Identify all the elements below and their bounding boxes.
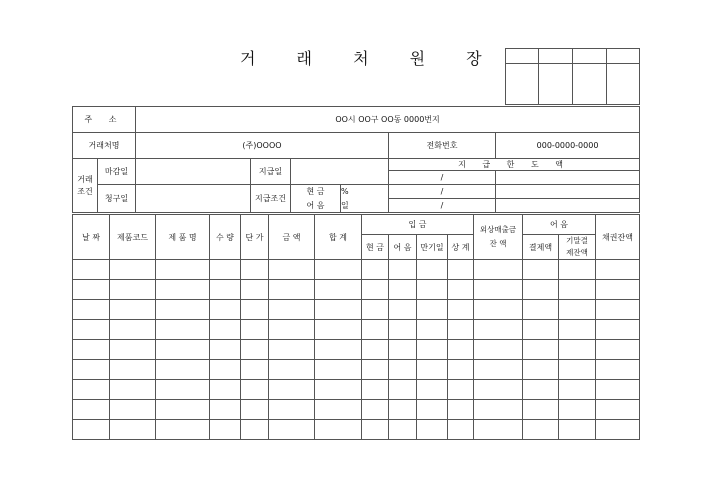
ledger-cell[interactable] <box>156 400 210 420</box>
offset-header: 상 계 <box>448 235 474 260</box>
approval-cell[interactable] <box>573 64 607 105</box>
receipt-header: 입 금 <box>362 215 474 235</box>
ledger-cell[interactable] <box>362 400 389 420</box>
ledger-cell[interactable] <box>417 340 448 360</box>
ledger-cell[interactable] <box>73 360 110 380</box>
ledger-cell[interactable] <box>559 400 596 420</box>
approval-cell[interactable] <box>506 49 539 64</box>
phone-label: 전화번호 <box>389 133 496 159</box>
receipt-bill-header: 어 음 <box>389 235 417 260</box>
limit-value[interactable] <box>496 199 640 213</box>
cash-label: 현 금 <box>291 185 341 199</box>
ledger-cell[interactable] <box>315 320 362 340</box>
due-date-header: 만기일 <box>417 235 448 260</box>
ledger-cell[interactable] <box>596 360 640 380</box>
ledger-cell[interactable] <box>474 360 523 380</box>
ledger-cell[interactable] <box>559 320 596 340</box>
ledger-cell[interactable] <box>596 420 640 440</box>
ledger-table <box>72 214 640 440</box>
ledger-cell[interactable] <box>362 420 389 440</box>
ledger-cell[interactable] <box>73 260 110 280</box>
closing-date-label: 마감일 <box>98 159 136 185</box>
ledger-cell[interactable] <box>73 400 110 420</box>
ledger-cell[interactable] <box>559 300 596 320</box>
approval-cell[interactable] <box>539 49 573 64</box>
ledger-cell[interactable] <box>523 380 559 400</box>
ledger-cell[interactable] <box>362 360 389 380</box>
ledger-cell[interactable] <box>523 320 559 340</box>
ledger-cell[interactable] <box>241 300 269 320</box>
table-row <box>73 340 640 360</box>
ledger-cell[interactable] <box>110 340 156 360</box>
client-info-table <box>72 106 640 213</box>
ledger-cell[interactable] <box>559 380 596 400</box>
ledger-cell[interactable] <box>210 260 241 280</box>
ledger-cell[interactable] <box>596 300 640 320</box>
ledger-cell[interactable] <box>241 260 269 280</box>
address-label: 주 소 <box>73 107 136 133</box>
ledger-cell[interactable] <box>523 280 559 300</box>
ledger-cell[interactable] <box>110 280 156 300</box>
ledger-cell[interactable] <box>523 260 559 280</box>
table-row <box>73 380 640 400</box>
ledger-cell[interactable] <box>110 360 156 380</box>
ledger-cell[interactable] <box>241 420 269 440</box>
ledger-cell[interactable] <box>156 280 210 300</box>
ledger-cell[interactable] <box>269 260 315 280</box>
ledger-cell[interactable] <box>596 340 640 360</box>
ledger-cell[interactable] <box>389 320 417 340</box>
ledger-cell[interactable] <box>523 300 559 320</box>
ledger-cell[interactable] <box>156 420 210 440</box>
table-row <box>73 360 640 380</box>
ledger-cell[interactable] <box>417 280 448 300</box>
limit-value[interactable] <box>496 185 640 199</box>
table-row <box>73 280 640 300</box>
ledger-cell[interactable] <box>362 260 389 280</box>
ledger-cell[interactable] <box>474 340 523 360</box>
approval-cell[interactable] <box>607 64 640 105</box>
ledger-cell[interactable] <box>241 400 269 420</box>
ledger-cell[interactable] <box>596 380 640 400</box>
ledger-cell[interactable] <box>156 340 210 360</box>
date-header: 날 짜 <box>73 215 110 260</box>
ledger-cell[interactable] <box>448 360 474 380</box>
ledger-cell[interactable] <box>315 380 362 400</box>
quantity-header: 수 량 <box>210 215 241 260</box>
ledger-cell[interactable] <box>389 340 417 360</box>
ledger-cell[interactable] <box>156 300 210 320</box>
approval-stamp-box <box>505 48 640 105</box>
ledger-cell[interactable] <box>523 400 559 420</box>
ledger-cell[interactable] <box>110 380 156 400</box>
ledger-cell[interactable] <box>315 260 362 280</box>
bills-header: 어 음 <box>523 215 596 235</box>
total-header: 합 계 <box>315 215 362 260</box>
bill-label: 어 음 <box>291 199 341 213</box>
ledger-cell[interactable] <box>389 420 417 440</box>
ledger-cell[interactable] <box>389 400 417 420</box>
payment-date-label: 지급일 <box>251 159 291 185</box>
client-name-label: 거래처명 <box>73 133 136 159</box>
ledger-cell[interactable] <box>596 320 640 340</box>
ledger-cell[interactable] <box>241 360 269 380</box>
settlement-header: 결제액 <box>523 235 559 260</box>
ledger-cell[interactable] <box>362 380 389 400</box>
ledger-cell[interactable] <box>474 320 523 340</box>
ledger-cell[interactable] <box>417 380 448 400</box>
ledger-cell[interactable] <box>389 280 417 300</box>
ledger-cell[interactable] <box>523 420 559 440</box>
ledger-cell[interactable] <box>389 260 417 280</box>
ledger-cell[interactable] <box>110 400 156 420</box>
ledger-cell[interactable] <box>210 320 241 340</box>
ledger-cell[interactable] <box>73 320 110 340</box>
ledger-cell[interactable] <box>596 400 640 420</box>
closing-date-value[interactable] <box>136 159 251 185</box>
ledger-cell[interactable] <box>389 380 417 400</box>
ledger-cell[interactable] <box>315 280 362 300</box>
ledger-cell[interactable] <box>448 420 474 440</box>
bill-days: 일 <box>341 199 389 213</box>
ledger-cell[interactable] <box>156 260 210 280</box>
ledger-cell[interactable] <box>362 280 389 300</box>
ledger-cell[interactable] <box>474 400 523 420</box>
ledger-cell[interactable] <box>523 360 559 380</box>
client-name-value[interactable]: (주)OOOO <box>136 133 389 159</box>
table-row <box>73 260 640 280</box>
billing-date-value[interactable] <box>136 185 251 213</box>
ledger-cell[interactable] <box>315 300 362 320</box>
ledger-cell[interactable] <box>417 360 448 380</box>
ledger-cell[interactable] <box>73 300 110 320</box>
limit-slash[interactable]: / <box>389 185 496 199</box>
ar-balance-header: 외상매출금 잔 액 <box>474 215 523 260</box>
ledger-cell[interactable] <box>73 380 110 400</box>
ledger-cell[interactable] <box>210 360 241 380</box>
table-row <box>73 420 640 440</box>
ledger-cell[interactable] <box>362 320 389 340</box>
table-row <box>73 320 640 340</box>
ledger-rows <box>73 260 640 440</box>
limit-value[interactable] <box>496 171 640 185</box>
ledger-cell[interactable] <box>241 380 269 400</box>
approval-cell[interactable] <box>506 64 539 105</box>
ledger-cell[interactable] <box>210 340 241 360</box>
ledger-cell[interactable] <box>241 280 269 300</box>
ledger-cell[interactable] <box>417 420 448 440</box>
ledger-cell[interactable] <box>559 360 596 380</box>
period-end-balance-header: 기말결 제잔액 <box>559 235 596 260</box>
payment-date-value[interactable] <box>291 159 389 185</box>
ledger-cell[interactable] <box>417 400 448 420</box>
ledger-cell[interactable] <box>110 420 156 440</box>
ledger-cell[interactable] <box>474 420 523 440</box>
ledger-cell[interactable] <box>315 340 362 360</box>
ledger-cell[interactable] <box>523 340 559 360</box>
ledger-cell[interactable] <box>269 320 315 340</box>
ledger-cell[interactable] <box>389 300 417 320</box>
ledger-cell[interactable] <box>559 280 596 300</box>
ledger-cell[interactable] <box>210 300 241 320</box>
ledger-cell[interactable] <box>269 340 315 360</box>
ledger-cell[interactable] <box>559 340 596 360</box>
product-name-header: 제 품 명 <box>156 215 210 260</box>
ledger-cell[interactable] <box>448 300 474 320</box>
ledger-cell[interactable] <box>210 420 241 440</box>
ledger-cell[interactable] <box>73 340 110 360</box>
bond-balance-header: 채권잔액 <box>596 215 640 260</box>
ledger-cell[interactable] <box>210 380 241 400</box>
amount-header: 금 액 <box>269 215 315 260</box>
ledger-cell[interactable] <box>417 300 448 320</box>
ledger-cell[interactable] <box>110 320 156 340</box>
billing-date-label: 청구일 <box>98 185 136 213</box>
ledger-cell[interactable] <box>417 320 448 340</box>
ledger-cell[interactable] <box>362 300 389 320</box>
limit-slash[interactable]: / <box>389 171 496 185</box>
unit-price-header: 단 가 <box>241 215 269 260</box>
ledger-cell[interactable] <box>269 360 315 380</box>
ledger-cell[interactable] <box>110 260 156 280</box>
receipt-cash-header: 현 금 <box>362 235 389 260</box>
ledger-cell[interactable] <box>315 420 362 440</box>
ledger-cell[interactable] <box>596 280 640 300</box>
cash-percent: % <box>341 185 389 199</box>
payment-limit-label: 지 급 한 도 액 <box>389 159 640 171</box>
ledger-cell[interactable] <box>362 340 389 360</box>
ledger-cell[interactable] <box>156 360 210 380</box>
ledger-cell[interactable] <box>389 360 417 380</box>
ledger-cell[interactable] <box>269 280 315 300</box>
payment-terms-label: 지급조건 <box>251 185 291 213</box>
phone-value[interactable]: 000-0000-0000 <box>496 133 640 159</box>
ledger-cell[interactable] <box>210 280 241 300</box>
approval-cell[interactable] <box>539 64 573 105</box>
table-row <box>73 400 640 420</box>
ledger-cell[interactable] <box>269 400 315 420</box>
trade-condition-label: 거래 조건 <box>73 159 98 213</box>
approval-cell[interactable] <box>607 49 640 64</box>
ledger-cell[interactable] <box>559 420 596 440</box>
ledger-cell[interactable] <box>448 280 474 300</box>
ledger-cell[interactable] <box>73 420 110 440</box>
address-value[interactable]: OO시 OO구 OO동 0000번지 <box>136 107 640 133</box>
table-row <box>73 300 640 320</box>
ledger-cell[interactable] <box>448 340 474 360</box>
ledger-cell[interactable] <box>448 380 474 400</box>
ledger-cell[interactable] <box>156 320 210 340</box>
ledger-cell[interactable] <box>269 300 315 320</box>
ledger-cell[interactable] <box>210 400 241 420</box>
ledger-cell[interactable] <box>241 340 269 360</box>
ledger-cell[interactable] <box>559 260 596 280</box>
ledger-cell[interactable] <box>474 380 523 400</box>
ledger-cell[interactable] <box>474 300 523 320</box>
ledger-cell[interactable] <box>448 400 474 420</box>
ledger-cell[interactable] <box>474 260 523 280</box>
approval-cell[interactable] <box>573 49 607 64</box>
ledger-cell[interactable] <box>110 300 156 320</box>
limit-slash[interactable]: / <box>389 199 496 213</box>
ledger-cell[interactable] <box>474 280 523 300</box>
ledger-cell[interactable] <box>315 360 362 380</box>
ledger-cell[interactable] <box>269 380 315 400</box>
ledger-cell[interactable] <box>269 420 315 440</box>
ledger-cell[interactable] <box>315 400 362 420</box>
ledger-cell[interactable] <box>417 260 448 280</box>
product-code-header: 제품코드 <box>110 215 156 260</box>
page-title: 거 래 처 원 장 <box>240 49 500 68</box>
ledger-cell[interactable] <box>241 320 269 340</box>
ledger-cell[interactable] <box>448 260 474 280</box>
ledger-cell[interactable] <box>596 260 640 280</box>
ledger-cell[interactable] <box>156 380 210 400</box>
ledger-cell[interactable] <box>448 320 474 340</box>
ledger-cell[interactable] <box>73 280 110 300</box>
